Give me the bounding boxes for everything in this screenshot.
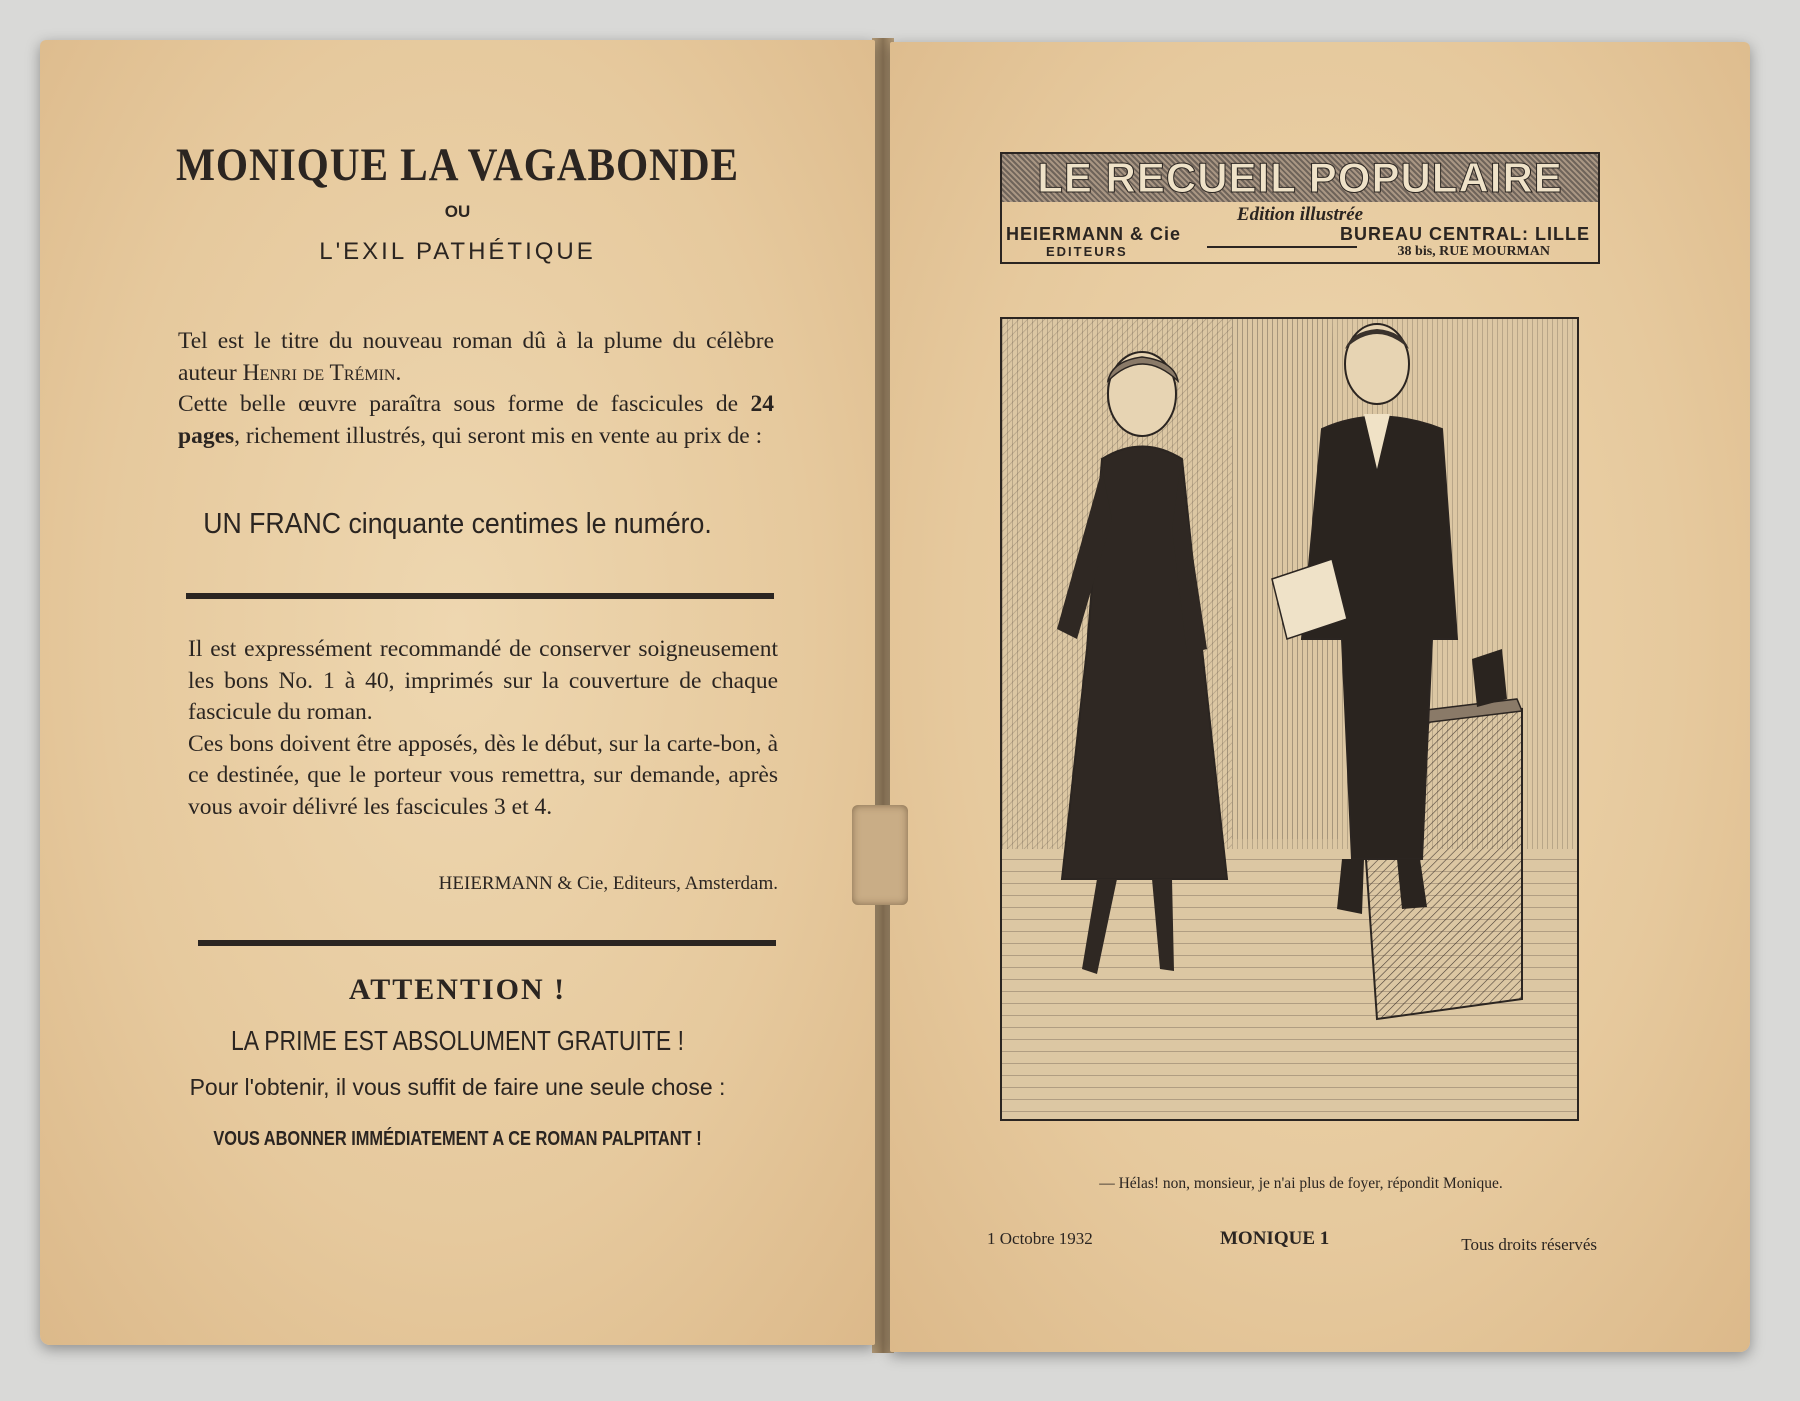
right-page (890, 42, 1750, 1352)
intro-text-3: Cette belle œuvre paraîtra sous forme de fascicules de (178, 391, 751, 417)
masthead-publisher: HEIERMANN & Cie (1006, 224, 1182, 244)
intro-text-1: Tel est le titre du nouveau roman dû à la plume du célèbre auteur (178, 328, 774, 386)
masthead-line (1207, 246, 1357, 248)
torn-binding (852, 805, 908, 905)
illustration-caption: — Hélas! non, monsieur, je n'ai plus de foyer, répondit Monique. (1099, 1175, 1503, 1192)
masthead-edition: Edition illustrée (1236, 204, 1364, 225)
attention-heading: ATTENTION ! (348, 973, 567, 1006)
engraving-illustration (1000, 317, 1579, 1121)
masthead-editeurs: EDITEURS (1046, 244, 1128, 259)
author-name: Henri de Trémin (242, 359, 396, 386)
masthead (1000, 152, 1600, 264)
masthead-bureau: BUREAU CENTRAL: LILLE (1340, 224, 1590, 244)
issue-number: MONIQUE 1 (1220, 1228, 1330, 1249)
intro-text-4: , richement illustrés, qui seront mis en vente au prix de : (234, 422, 763, 449)
notice-paragraph (188, 634, 778, 823)
issue-date: 1 Octobre 1932 (987, 1229, 1093, 1248)
rights-notice: Tous droits réservés (1461, 1235, 1597, 1254)
illustration-drawing (1002, 319, 1577, 1119)
divider-rule (186, 593, 774, 599)
prime-line: LA PRIME EST ABSOLUMENT GRATUITE ! (231, 1025, 684, 1056)
masthead-address: 38 bis, RUE MOURMAN (1397, 244, 1550, 259)
subscribe-line: VOUS ABONNER IMMÉDIATEMENT A CE ROMAN PALPITANT ! (213, 1128, 702, 1150)
page-count: 24 pages (178, 391, 774, 449)
novel-title: MONIQUE LA VAGABONDE (175, 139, 740, 191)
novel-subtitle: L'EXIL PATHÉTIQUE (319, 238, 596, 265)
notice-text-1: Il est expressément recommandé de conserver soigneusement les bons No. 1 à 40, imprimés sur la couverture de chaque fascicule du roman. (188, 636, 778, 725)
divider-rule-2 (198, 940, 776, 946)
masthead-title: LE RECUEIL POPULAIRE (1002, 154, 1598, 202)
price-line: UN FRANC cinquante centimes le numéro. (203, 508, 712, 540)
obtain-line: Pour l'obtenir, il vous suffit de faire une seule chose : (189, 1074, 726, 1100)
intro-paragraph (178, 326, 774, 452)
left-page (40, 40, 875, 1345)
publisher-line: HEIERMANN & Cie, Editeurs, Amsterdam. (438, 873, 778, 894)
intro-text-2: . (395, 359, 402, 386)
notice-text-2: Ces bons doivent être apposés, dès le début, sur la carte-bon, à ce destinée, que le porteur vous remettra, sur demande, après vous avoir délivré les fascicules 3 et 4. (188, 730, 778, 820)
title-conjunction: OU (444, 202, 471, 221)
